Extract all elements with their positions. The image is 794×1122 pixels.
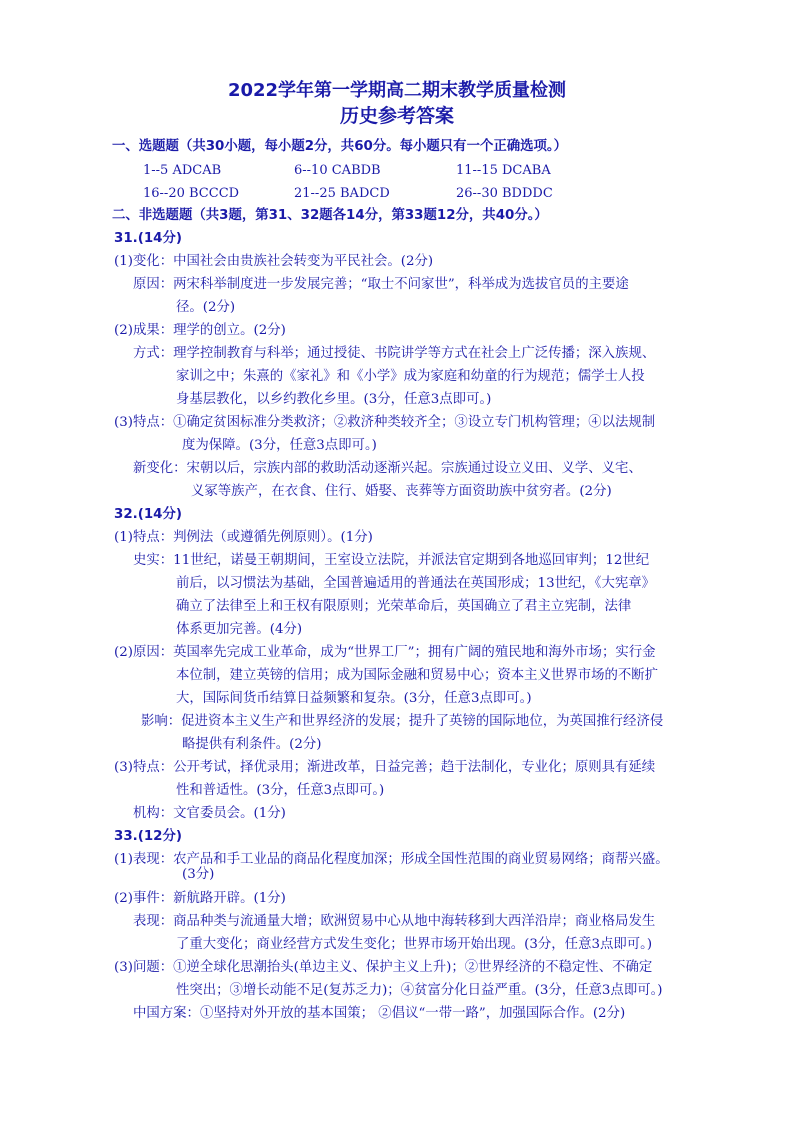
answer-line: 原因：两宋科举制度进一步发展完善；“取士不问家世”，科举成为选拔官员的主要途 [133, 277, 629, 292]
question-heading: 31.(14分) [114, 231, 182, 246]
answer-line: 史实：11世纪，诺曼王朝期间，王室设立法院，并派法官定期到各地巡回审判；12世纪 [133, 553, 650, 568]
question-heading: 32.(14分) [114, 507, 182, 522]
answer-line: 表现：商品种类与流通量大增；欧洲贸易中心从地中海转移到大西洋沿岸；商业格局发生 [133, 914, 656, 929]
answer-line: 度为保障。(3分，任意3点即可。) [182, 438, 377, 453]
answer-group: 21--25 BADCD [294, 186, 390, 201]
answer-line: (2)成果：理学的创立。(2分) [114, 323, 286, 338]
answer-line: (1)特点：判例法（或遵循先例原则）。(1分) [114, 530, 373, 545]
answer-line: (1)表现：农产品和手工业品的商品化程度加深；形成全国性范围的商业贸易网络；商帮兴盛。 [114, 852, 669, 867]
answer-line: 大，国际间货币结算日益频繁和复杂。(3分，任意3点即可。) [176, 691, 532, 706]
section2-heading: 二、非选题题（共3题，第31、32题各14分，第33题12分，共40分。） [112, 208, 548, 223]
answer-line: (2)原因：英国率先完成工业革命，成为“世界工厂”；拥有广阔的殖民地和海外市场；实行金 [114, 645, 656, 660]
page-title: 2022学年第一学期高二期末教学质量检测 [227, 80, 567, 101]
answer-line: 性和普适性。(3分，任意3点即可。) [176, 783, 385, 798]
answer-line: (3)问题：①逆全球化思潮抬头(单边主义、保护主义上升)；②世界经济的不稳定性、不确定 [114, 960, 653, 975]
answer-group: 1--5 ADCAB [143, 163, 222, 178]
answer-line: 影响：促进资本主义生产和世界经济的发展；提升了英镑的国际地位，为英国推行经济侵 [141, 714, 664, 729]
answer-line: (1)变化：中国社会由贵族社会转变为平民社会。(2分) [114, 254, 434, 269]
answer-line: 体系更加完善。(4分) [176, 622, 303, 637]
answer-line: 身基层教化，以乡约教化乡里。(3分，任意3点即可。) [176, 392, 492, 407]
answer-line: 方式：理学控制教育与科举；通过授徒、书院讲学等方式在社会上广泛传播；深入族规、 [133, 346, 656, 361]
answer-group: 26--30 BDDDC [456, 186, 553, 201]
answer-line: (3)特点：公开考试，择优录用；渐进改革，日益完善；趋于法制化，专业化；原则具有延续 [114, 760, 656, 775]
answer-line: 新变化：宋朝以后，宗族内部的救助活动逐渐兴起。宗族通过设立义田、义学、义宅、 [133, 461, 642, 476]
answer-line: (3)特点：①确定贫困标准分类救济；②救济种类较齐全；③设立专门机构管理；④以法规制 [114, 415, 656, 430]
answer-line: 家训之中；朱熹的《家礼》和《小学》成为家庭和幼童的行为规范；儒学士人投 [176, 369, 645, 384]
question-heading: 33.(12分) [114, 829, 182, 844]
page-subtitle: 历史参考答案 [339, 105, 454, 127]
answer-line: 义冢等族产，在衣食、住行、婚娶、丧葬等方面资助族中贫穷者。(2分) [191, 484, 612, 499]
answer-group: 16--20 BCCCD [143, 186, 240, 201]
answer-line: (3分) [182, 867, 215, 882]
answer-line: 本位制，建立英镑的信用；成为国际金融和贸易中心；资本主义世界市场的不断扩 [176, 668, 659, 683]
section1-heading: 一、选题题（共30小题，每小题2分，共60分。每小题只有一个正确选项。） [112, 139, 567, 154]
answer-group: 11--15 DCABA [456, 163, 551, 178]
answer-line: (2)事件：新航路开辟。(1分) [114, 891, 286, 906]
answer-line: 机构：文官委员会。(1分) [133, 806, 286, 821]
answer-group: 6--10 CABDB [294, 163, 381, 178]
answer-line: 略提供有利条件。(2分) [182, 737, 322, 752]
answer-line: 性突出；③增长动能不足(复苏乏力)；④贫富分化日益严重。(3分，任意3点即可。) [176, 983, 663, 998]
answer-line: 前后，以习惯法为基础，全国普遍适用的普通法在英国形成；13世纪，《大宪章》 [176, 576, 656, 591]
answer-line: 径。(2分) [176, 300, 236, 315]
answer-line: 中国方案：①坚持对外开放的基本国策； ②倡议“一带一路”，加强国际合作。(2分) [133, 1006, 626, 1021]
answer-line: 确立了法律至上和王权有限原则；光荣革命后，英国确立了君主立宪制，法律 [176, 599, 632, 614]
answer-line: 了重大变化；商业经营方式发生变化；世界市场开始出现。(3分，任意3点即可。) [176, 937, 653, 952]
